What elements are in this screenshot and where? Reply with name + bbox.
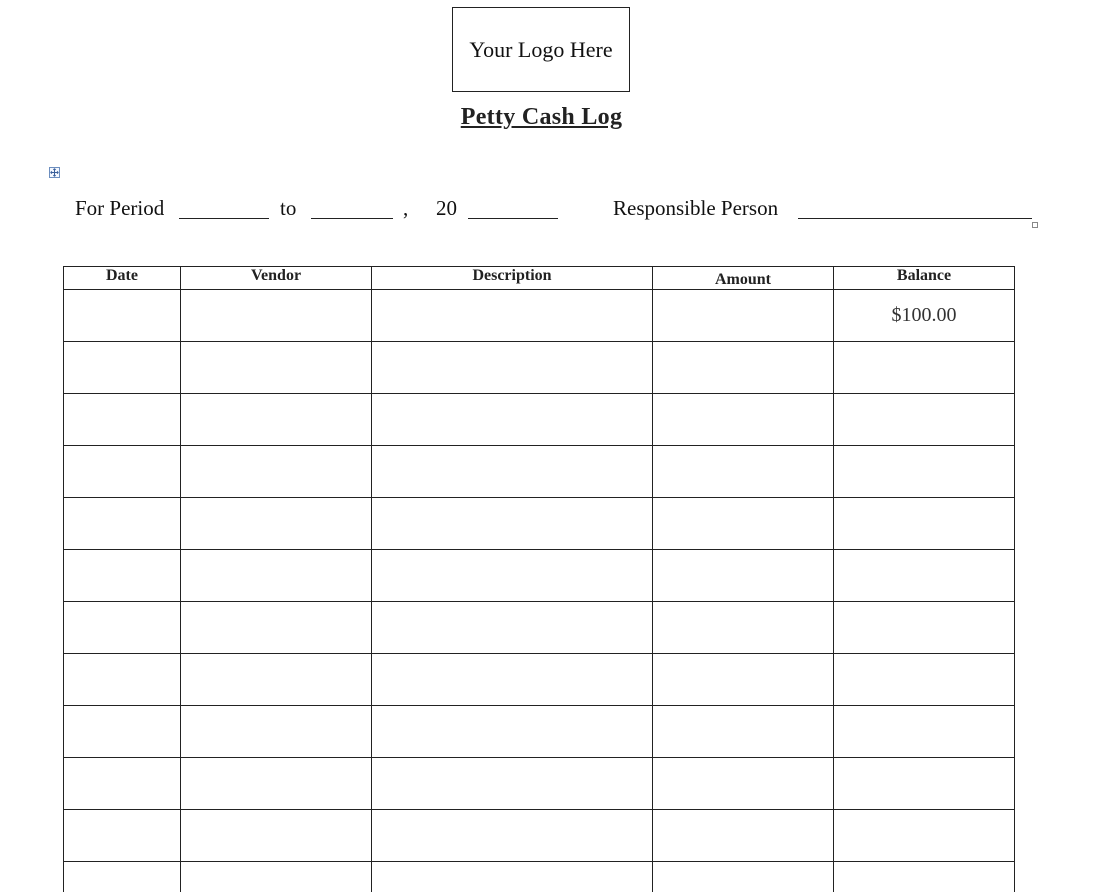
cell-description[interactable] xyxy=(372,602,653,654)
cell-date[interactable] xyxy=(64,342,181,394)
cell-amount[interactable] xyxy=(653,602,834,654)
cell-description[interactable] xyxy=(372,446,653,498)
header-date: Date xyxy=(64,267,181,290)
for-period-label: For Period xyxy=(75,196,164,221)
cell-description[interactable] xyxy=(372,758,653,810)
cell-balance[interactable] xyxy=(834,550,1015,602)
cell-balance[interactable] xyxy=(834,706,1015,758)
cell-vendor[interactable] xyxy=(181,342,372,394)
cell-description[interactable] xyxy=(372,706,653,758)
cell-vendor[interactable] xyxy=(181,758,372,810)
table-row xyxy=(64,706,1015,758)
cell-date[interactable] xyxy=(64,550,181,602)
cell-vendor[interactable] xyxy=(181,810,372,862)
cell-vendor[interactable] xyxy=(181,498,372,550)
cell-date[interactable] xyxy=(64,706,181,758)
year-prefix-label: 20 xyxy=(436,196,457,221)
cell-amount[interactable] xyxy=(653,862,834,892)
cell-vendor[interactable] xyxy=(181,602,372,654)
cell-balance[interactable] xyxy=(834,602,1015,654)
cell-vendor[interactable] xyxy=(181,550,372,602)
cell-balance[interactable] xyxy=(834,862,1015,892)
cell-amount[interactable] xyxy=(653,810,834,862)
cell-description[interactable] xyxy=(372,862,653,892)
period-end-blank[interactable] xyxy=(311,218,393,219)
table-row xyxy=(64,550,1015,602)
responsible-person-blank[interactable] xyxy=(798,218,1032,219)
cell-amount[interactable] xyxy=(653,498,834,550)
table-body xyxy=(64,290,1015,892)
comma-label: , xyxy=(403,196,408,221)
table-row xyxy=(64,290,1015,342)
cell-amount[interactable] xyxy=(653,758,834,810)
cell-date[interactable] xyxy=(64,602,181,654)
table-row xyxy=(64,862,1015,892)
table-row xyxy=(64,758,1015,810)
cell-balance[interactable] xyxy=(834,810,1015,862)
cell-date[interactable] xyxy=(64,394,181,446)
cell-amount[interactable] xyxy=(653,446,834,498)
cell-amount[interactable] xyxy=(653,290,834,342)
cell-vendor[interactable] xyxy=(181,290,372,342)
cell-description[interactable] xyxy=(372,550,653,602)
cell-description[interactable] xyxy=(372,654,653,706)
move-icon[interactable] xyxy=(49,167,60,178)
cell-vendor[interactable] xyxy=(181,446,372,498)
cell-balance[interactable]: $100.00 xyxy=(834,290,1015,342)
cell-vendor[interactable] xyxy=(181,394,372,446)
cell-description[interactable] xyxy=(372,290,653,342)
logo-placeholder xyxy=(452,7,630,92)
cell-amount[interactable] xyxy=(653,654,834,706)
logo-text: Your Logo Here xyxy=(469,37,612,63)
responsible-person-label: Responsible Person xyxy=(613,196,778,221)
table-row xyxy=(64,810,1015,862)
cell-vendor[interactable] xyxy=(181,706,372,758)
table-row xyxy=(64,394,1015,446)
cell-date[interactable] xyxy=(64,810,181,862)
cell-date[interactable] xyxy=(64,498,181,550)
period-start-blank[interactable] xyxy=(179,218,269,219)
petty-cash-table xyxy=(63,266,1015,892)
table-row xyxy=(64,342,1015,394)
cell-date[interactable] xyxy=(64,758,181,810)
cell-amount[interactable] xyxy=(653,706,834,758)
to-label: to xyxy=(280,196,296,221)
page-title: Petty Cash Log xyxy=(0,104,1083,131)
table-row xyxy=(64,602,1015,654)
cell-balance[interactable] xyxy=(834,498,1015,550)
cell-balance[interactable] xyxy=(834,446,1015,498)
year-blank[interactable] xyxy=(468,218,558,219)
cell-balance[interactable] xyxy=(834,654,1015,706)
cell-date[interactable] xyxy=(64,862,181,892)
cell-description[interactable] xyxy=(372,810,653,862)
cell-balance[interactable] xyxy=(834,758,1015,810)
table-header-row xyxy=(64,267,1015,290)
header-amount: Amount xyxy=(653,267,834,290)
header-description: Description xyxy=(372,267,653,290)
cell-balance[interactable] xyxy=(834,342,1015,394)
cell-amount[interactable] xyxy=(653,394,834,446)
cell-date[interactable] xyxy=(64,654,181,706)
resize-handle-icon[interactable] xyxy=(1032,222,1038,228)
header-balance: Balance xyxy=(834,267,1015,290)
cell-date[interactable] xyxy=(64,446,181,498)
cell-balance[interactable] xyxy=(834,394,1015,446)
cell-amount[interactable] xyxy=(653,342,834,394)
cell-description[interactable] xyxy=(372,342,653,394)
table-row xyxy=(64,654,1015,706)
header-vendor: Vendor xyxy=(181,267,372,290)
cell-amount[interactable] xyxy=(653,550,834,602)
table-row xyxy=(64,446,1015,498)
table-row xyxy=(64,498,1015,550)
cell-description[interactable] xyxy=(372,498,653,550)
cell-vendor[interactable] xyxy=(181,862,372,892)
cell-date[interactable] xyxy=(64,290,181,342)
cell-vendor[interactable] xyxy=(181,654,372,706)
cell-description[interactable] xyxy=(372,394,653,446)
